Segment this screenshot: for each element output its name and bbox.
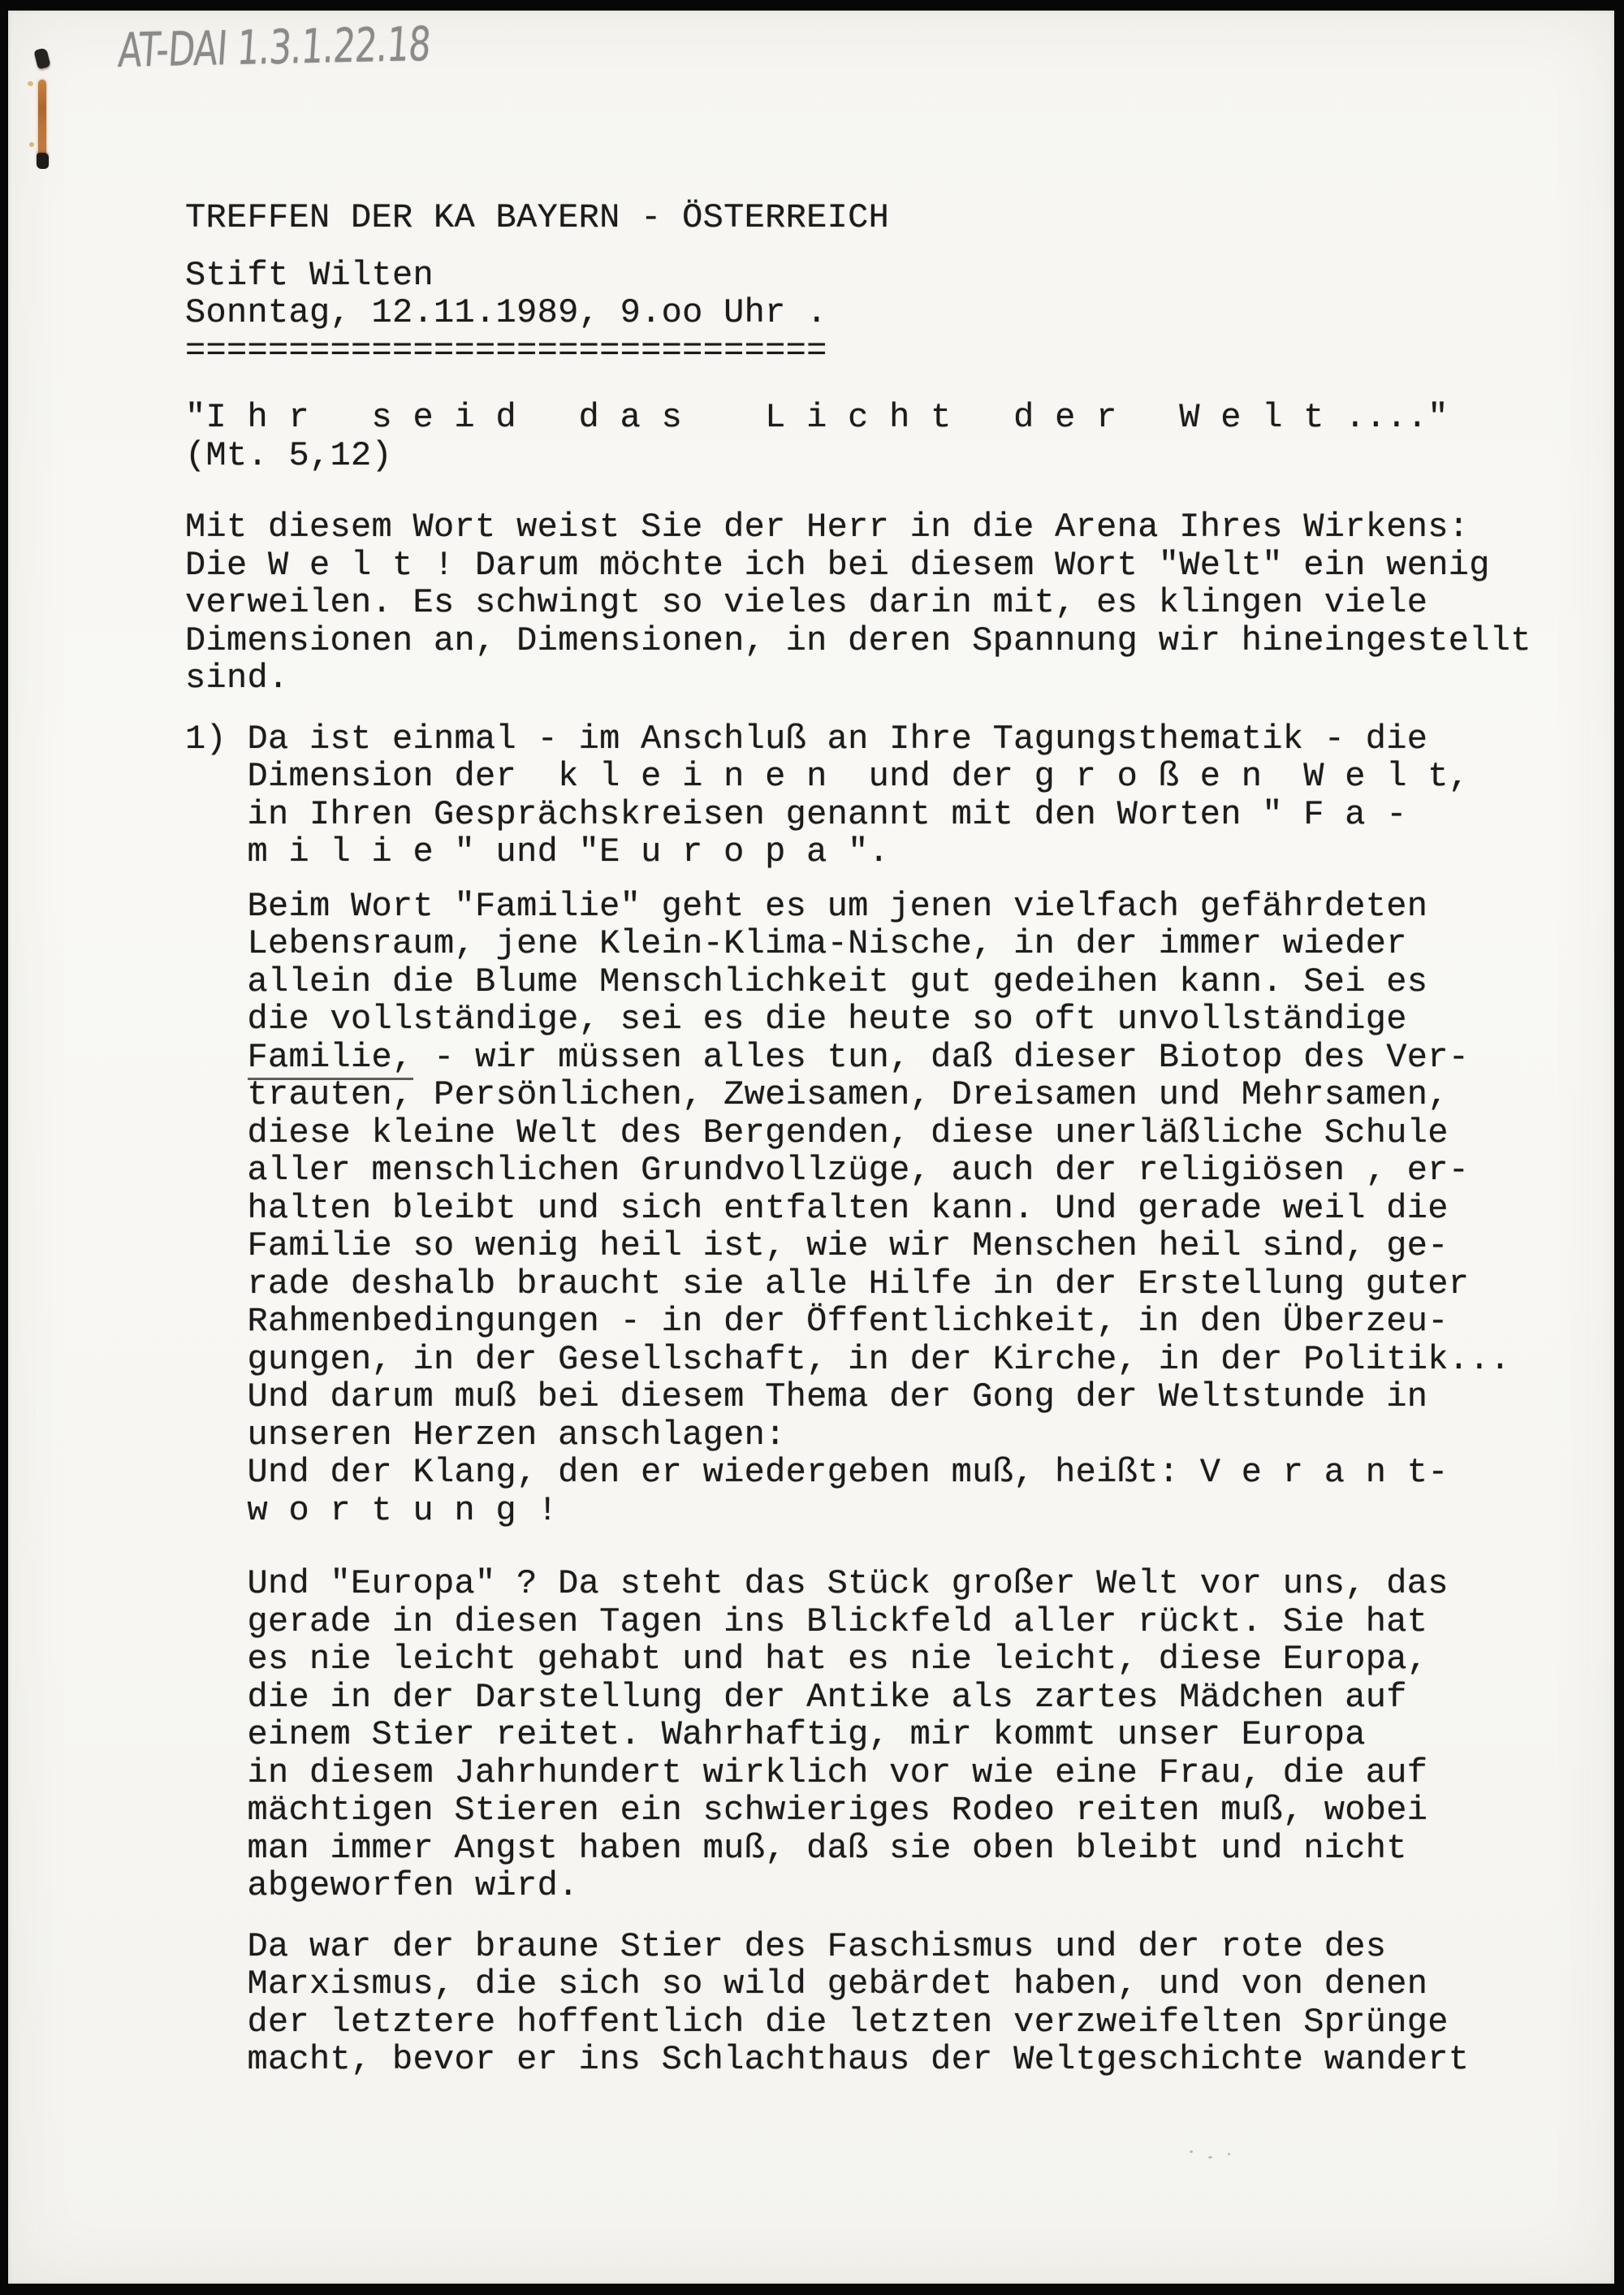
text-line: gungen, in der Gesellschaft, in der Kirche, in der Politik...: [185, 1339, 1511, 1379]
scripture-quote: [185, 399, 1531, 474]
text-line: Mit diesem Wort weist Sie der Herr in die Arena Ihres Wirkens:: [185, 508, 1470, 547]
text-line: der letztere hoffentlich die letzten verzweifelten Sprünge: [185, 2002, 1449, 2042]
text-line: Da war der braune Stier des Faschismus und der rote des: [185, 1926, 1387, 1966]
text-line: mächtigen Stieren ein schwieriges Rodeo reiten muß, wobei: [185, 1791, 1428, 1830]
familie-paragraph: [185, 888, 1531, 1530]
title: [185, 199, 1531, 237]
text-line: Dimensionen an, Dimensionen, in deren Spannung wir hineingestellt: [185, 620, 1531, 660]
text-line: allein die Blume Menschlichkeit gut gedeihen kann. Sei es: [185, 962, 1428, 1001]
text-line: Die W e l t ! Darum möchte ich bei diesem Wort "Welt" ein wenig: [185, 545, 1490, 585]
text-line: die in der Darstellung der Antike als zartes Mädchen auf: [185, 1677, 1407, 1717]
stier-paragraph: [185, 1928, 1531, 2079]
scanner-noise-speck: [1190, 2150, 1193, 2153]
text-line: Familie so wenig heil ist, wie wir Menschen heil sind, ge-: [185, 1226, 1449, 1265]
text-line: in diesem Jahrhundert wirklich vor wie eine Frau, die auf: [185, 1753, 1428, 1792]
text-line: abgeworfen wird.: [185, 1866, 579, 1905]
scanner-noise-speck: [1208, 2156, 1212, 2159]
rust-speck: [28, 81, 33, 86]
text-line: ===============================: [185, 331, 827, 370]
text-line: Rahmenbedingungen - in der Öffentlichkeit, in den Überzeu-: [185, 1302, 1449, 1341]
event-info: [185, 257, 1531, 370]
text-line: 1) Da ist einmal - im Anschluß an Ihre Tagungsthematik - die: [185, 719, 1428, 759]
text-line: rade deshalb braucht sie alle Hilfe in der Erstellung guter: [185, 1264, 1470, 1303]
text-line: man immer Angst haben muß, daß sie oben bleibt und nicht: [185, 1828, 1407, 1868]
text-line: unseren Herzen anschlagen:: [185, 1415, 786, 1454]
text-line: aller menschlichen Grundvollzüge, auch der religiösen , er-: [185, 1151, 1470, 1190]
text-line: Sonntag, 12.11.1989, 9.oo Uhr .: [185, 293, 827, 332]
text-line: Beim Wort "Familie" geht es um jenen vielfach gefährdeten: [185, 886, 1428, 926]
text-line: (Mt. 5,12): [185, 435, 393, 475]
text-line: sind.: [185, 659, 289, 698]
intro-paragraph: [185, 508, 1531, 698]
text-line: Lebensraum, jene Klein-Klima-Nische, in der immer wieder: [185, 924, 1407, 963]
text-line: diese kleine Welt des Bergenden, diese unerläßliche Schule: [185, 1113, 1449, 1152]
text-line: m i l i e " und "E u r o p a ".: [185, 832, 890, 871]
text-line: in Ihren Gesprächskreisen genannt mit den Worten " F a -: [185, 794, 1407, 834]
text-line: TREFFEN DER KA BAYERN - ÖSTERREICH: [185, 198, 890, 237]
text-line: Und der Klang, den er wiedergeben muß, heißt: V e r a n t-: [185, 1453, 1449, 1492]
text-line: macht, bevor er ins Schlachthaus der Weltgeschichte wandert: [185, 2040, 1470, 2079]
text-line: trauten, Persönlichen, Zweisamen, Dreisamen und Mehrsamen,: [185, 1075, 1449, 1114]
text-line: die vollständige, sei es die heute so oft unvollständige: [185, 1000, 1407, 1039]
staple-mark-top: [33, 47, 50, 69]
text-line: Marxismus, die sich so wild gebärdet haben, und von denen: [185, 1964, 1428, 2003]
text-line: "I h r s e i d d a s L i c h t d e r W e l t ....": [185, 398, 1449, 437]
text-run: - wir müssen alles tun, daß dieser Biotop des Ver-: [412, 1037, 1470, 1077]
paper-page: [8, 11, 1614, 2284]
text-line: w o r t u n g !: [185, 1490, 559, 1530]
rust-speck: [29, 142, 34, 147]
text-line: Und darum muß bei diesem Thema der Gong der Weltstunde in: [185, 1377, 1428, 1416]
text-line: Und "Europa" ? Da steht das Stück großer Welt vor uns, das: [185, 1564, 1449, 1603]
staple-mark-bottom: [37, 153, 49, 169]
text-run: [185, 1038, 248, 1077]
text-line: einem Stier reitet. Wahrhaftig, mir kommt unser Europa: [185, 1715, 1366, 1754]
text-line: es nie leicht gehabt und hat es nie leicht, diese Europa,: [185, 1640, 1428, 1679]
scanner-noise-speck: [1228, 2153, 1230, 2155]
text-line: Dimension der k l e i n e n und der g r o ß e n W e l t,: [185, 757, 1470, 796]
underlined-text: Familie,: [248, 1038, 413, 1080]
text-line: Stift Wilten: [185, 255, 434, 295]
list-item-1: [185, 720, 1531, 871]
handwritten-archive-annotation: AT-DAI 1.3.1.22.18: [116, 15, 433, 79]
text-line: verweilen. Es schwingt so vieles darin mit, es klingen viele: [185, 583, 1428, 622]
rust-streak: [38, 80, 46, 161]
staple-rust-mark: [29, 49, 54, 166]
text-line: [185, 1039, 1531, 1077]
text-line: halten bleibt und sich entfalten kann. Und gerade weil die: [185, 1188, 1449, 1228]
europa-paragraph: [185, 1565, 1531, 1905]
document-text: [185, 199, 1531, 2079]
text-line: gerade in diesen Tagen ins Blickfeld aller rückt. Sie hat: [185, 1601, 1428, 1641]
